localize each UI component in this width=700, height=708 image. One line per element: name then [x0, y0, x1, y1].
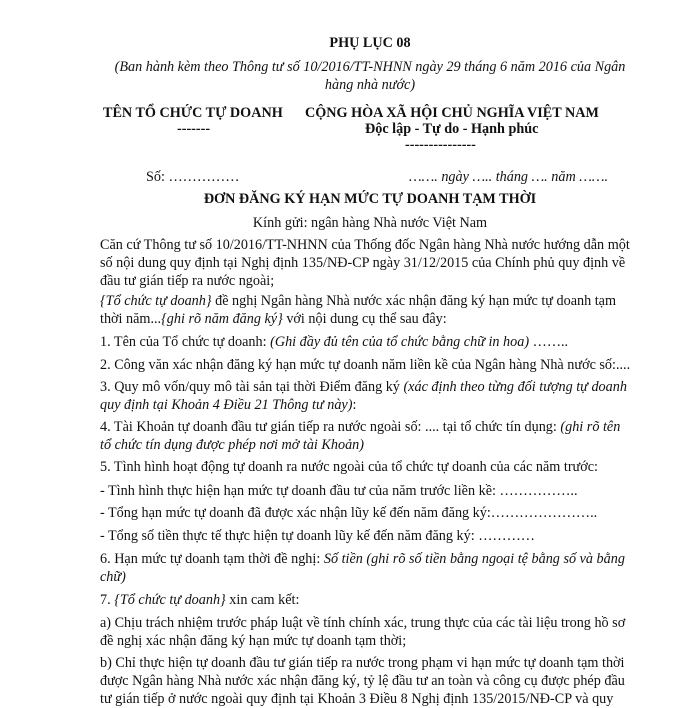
item-7: [100, 591, 640, 609]
item-1-tail: ……..: [529, 334, 569, 350]
country-name: CỘNG HÒA XÃ HỘI CHỦ NGHĨA VIỆT NAM: [305, 105, 599, 121]
request-text-2: với nội dung cụ thể sau đây:: [282, 311, 447, 327]
item-7-num: 7.: [100, 592, 115, 608]
item-7b: b) Chỉ thực hiện tự doanh đầu tư gián tiếp ra nước trong phạm vi hạn mức tự doanh tạm thời được Ngân hàng Nhà nước xác nhận đăng ký, tỷ lệ đầu tư an toàn và công cụ được phép đầu tư gián tiếp ở nước ngoài quy định tại Khoản 3 Điều 8 Nghị định 135/2015/NĐ-CP và quy: [100, 655, 625, 707]
item-4: [100, 418, 630, 454]
org-name: TÊN TỔ CHỨC TỰ DOANH: [103, 105, 283, 121]
doc-number: Số: ……………: [146, 169, 240, 185]
request-paragraph: [100, 292, 630, 328]
item-6-hint: Số tiền (ghi rõ số tiền bằng ngoại tệ bằng số và bằng chữ): [100, 551, 625, 585]
item-5-sub-1: - Tình hình thực hiện hạn mức tự doanh đầu tư của năm trước liền kề: ……………..: [100, 483, 578, 499]
item-2: 2. Công văn xác nhận đăng ký hạn mức tự doanh năm liền kề của Ngân hàng Nhà nước số:....: [100, 357, 631, 373]
item-7-text: xin cam kết:: [225, 592, 300, 608]
item-5-sub-2: - Tổng hạn mức tự doanh đã được xác nhận lũy kế đến năm đăng ký:…………………..: [100, 505, 598, 521]
item-1: [100, 333, 640, 351]
item-5-sub-3: - Tổng số tiền thực tế thực hiện tự doanh lũy kế đến năm đăng ký: …………: [100, 528, 535, 544]
request-org: {Tổ chức tự doanh}: [100, 293, 212, 309]
form-title: ĐƠN ĐĂNG KÝ HẠN MỨC TỰ DOANH TẠM THỜI: [203, 191, 537, 207]
item-3: [100, 378, 630, 414]
item-6-text: 6. Hạn mức tự doanh tạm thời đề nghị:: [100, 551, 324, 567]
item-1-text: 1. Tên của Tổ chức tự doanh:: [100, 334, 271, 350]
request-text-1: đề nghị Ngân hàng Nhà nước xác nhận đăng ký hạn mức tự doanh tạm thời năm...: [100, 293, 617, 327]
motto: Độc lập - Tự do - Hạnh phúc: [365, 121, 539, 137]
item-7a: a) Chịu trách nhiệm trước pháp luật về tính chính xác, trung thực của các tài liệu trong hồ sơ đề nghị xác nhận đăng ký hạn mức tự doanh tạm thời;: [100, 615, 626, 649]
org-underline: -------: [177, 121, 211, 137]
item-7-org: {Tổ chức tự doanh}: [114, 592, 226, 608]
item-5: 5. Tình hình hoạt động tự doanh ra nước ngoài của tổ chức tự doanh của các năm trước:: [100, 459, 598, 475]
request-year-hint: {ghi rõ năm đăng ký}: [161, 311, 283, 327]
item-1-hint: (Ghi đầy đủ tên của tổ chức bằng chữ in hoa): [270, 334, 530, 350]
item-4-hint: (ghi rõ tên tổ chức tín dụng được phép nơi mở tài Khoản): [100, 419, 621, 453]
date-line: ……. ngày ….. tháng …. năm …….: [409, 169, 609, 185]
addressee: Kính gửi: ngân hàng Nhà nước Việt Nam: [252, 215, 488, 231]
item-6: [100, 550, 630, 586]
issued-note: (Ban hành kèm theo Thông tư số 10/2016/TT-NHNN ngày 29 tháng 6 năm 2016 của Ngân hàng nhà nước): [114, 59, 626, 93]
intro-paragraph: Căn cứ Thông tư số 10/2016/TT-NHNN của Thống đốc Ngân hàng Nhà nước hướng dẫn một số nội dung quy định tại Nghị định 135/NĐ-CP ngày 31/12/2015 của Chính phủ quy định về đầu tư gián tiếp ra nước ngoài;: [100, 237, 630, 289]
item-3-hint: (xác định theo từng đối tượng tự doanh quy định tại Khoản 4 Điều 21 Thông tư này): [100, 379, 627, 413]
item-3-tail: :: [352, 397, 357, 413]
item-3-text: 3. Quy mô vốn/quy mô tài sản tại thời Điểm đăng ký: [100, 379, 404, 395]
appendix-title: PHỤ LỤC 08: [329, 35, 411, 51]
item-4-text: 4. Tài Khoản tự doanh đầu tư gián tiếp ra nước ngoài số: .... tại tổ chức tín dụng:: [100, 419, 561, 435]
motto-underline: ---------------: [405, 137, 476, 153]
